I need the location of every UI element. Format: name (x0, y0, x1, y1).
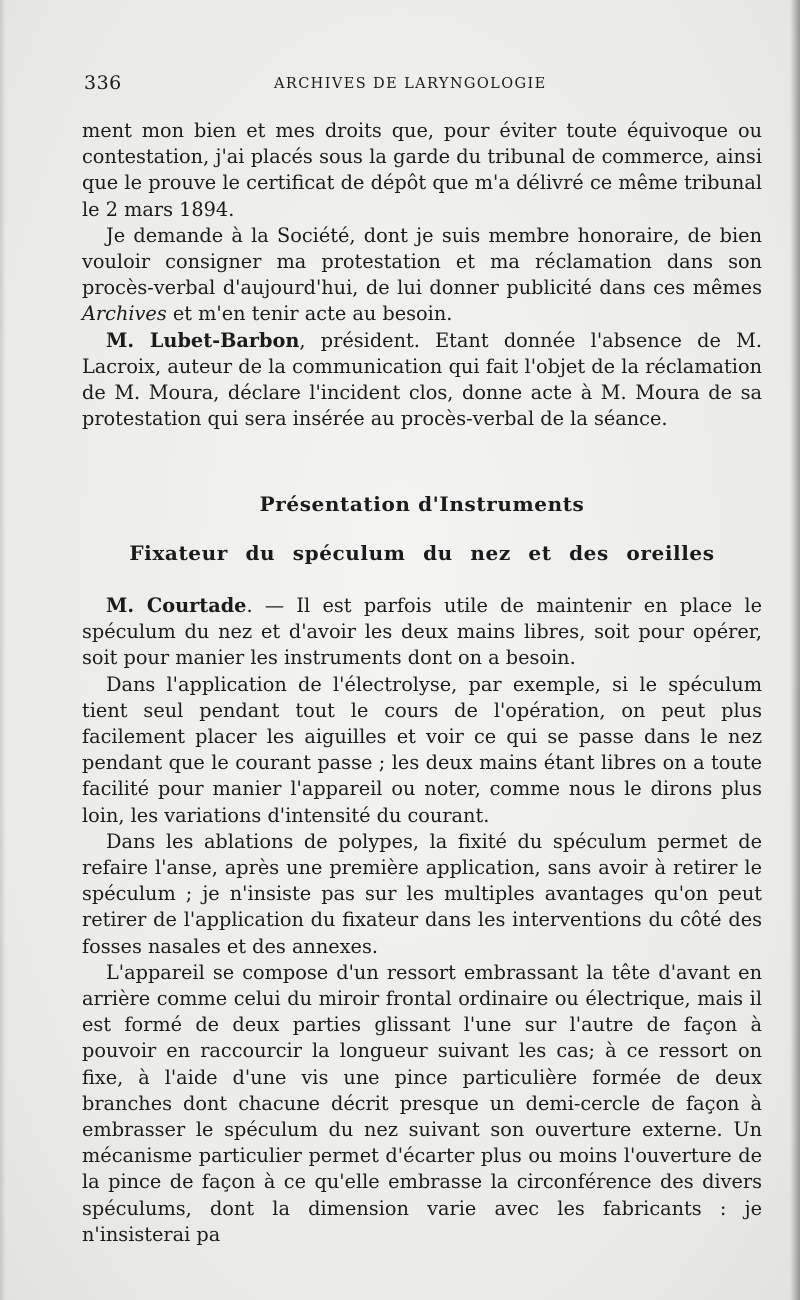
running-head: ARCHIVES DE LARYNGOLOGIE (274, 76, 547, 92)
text-block-top (82, 118, 762, 432)
paragraph-president-text: , président. Etant donnée l'absence de M. Lacroix, auteur de la communication qui fait l'objet de la réclamation de M. Moura, déclare l'incident clos, donne acte à M. Moura de sa protestation qui sera insérée au procès-verbal de la séance. (82, 328, 762, 431)
paragraph-protestation (82, 223, 762, 328)
text-block-bottom (82, 593, 762, 1248)
paragraph-courtade (82, 593, 762, 672)
paragraph-courtade-text: . — Il est parfois utile de maintenir en place le spéculum du nez et d'avoir les deux mains libres, soit pour opérer, soit pour manier les instruments dont on a besoin. (82, 594, 762, 670)
page-number: 336 (84, 72, 122, 94)
page-right-shadow (790, 0, 800, 1300)
paragraph-electrolyse: Dans l'application de l'électrolyse, par exemple, si le spéculum tient seul pendant tout le cours de l'opération, on peut plus facilement placer les aiguilles et voir ce qui se passe dans le nez pendant que le courant passe ; les deux mains étant libres on a toute facilité pour manier l'appareil ou noter, comme nous le dirons plus loin, les variations d'intensité du courant. (82, 672, 762, 827)
page-left-shadow (0, 0, 6, 1300)
paragraph-appareil: L'appareil se compose d'un ressort embrassant la tête d'avant en arrière comme celui du miroir frontal ordinaire ou électrique, mais il est formé de deux parties glissant l'une sur l'autre de façon à pouvoir en raccourcir la longueur suivant les cas; à ce ressort on fixe, à l'aide d'une vis une pince particulière formée de deux branches dont chacune décrit presque un demi-cercle de façon à embrasser le spéculum du nez suivant son ouverture externe. Un mécanisme particulier permet d'écarter plus ou moins l'ouverture de la pince de façon à ce qu'elle embrasse la circonférence des divers spéculums, dont la dimension varie avec les fabricants : je n'insisterai pa (82, 960, 762, 1246)
page-header (84, 72, 764, 94)
paragraph-president (82, 328, 762, 433)
paragraph-protestation-text: Je demande à la Société, dont je suis membre honoraire, de bien vouloir consigner ma protestation et ma réclamation dans son procès-verbal d'aujourd'hui, de lui donner publicité dans ces mêmes (82, 223, 762, 300)
paragraph-protestation-end: et m'en tenir acte au besoin. (166, 302, 453, 326)
journal-title-italic: Archives (82, 302, 167, 326)
speaker-name: M. Lubet-Barbon (106, 328, 300, 352)
speaker-name: M. Courtade (106, 594, 247, 617)
subsection-title: Fixateur du spéculum du nez et des oreilles (129, 541, 715, 565)
paragraph-continued: ment mon bien et mes droits que, pour éviter toute équivoque ou contestation, j'ai placés sous la garde du tribunal de commerce, ainsi que le prouve le certificat de dépôt que m'a délivré ce même tribunal le 2 mars 1894. (82, 119, 762, 221)
paragraph-polypes: Dans les ablations de polypes, la fixité du spéculum permet de refaire l'anse, après une première application, sans avoir à retirer le spéculum ; je n'insiste pas sur les multiples avantages qu'on peut retirer de l'application du fixateur dans les interventions du côté des fosses nasales et des annexes. (82, 829, 762, 958)
section-title: Présentation d'Instruments (259, 492, 585, 516)
